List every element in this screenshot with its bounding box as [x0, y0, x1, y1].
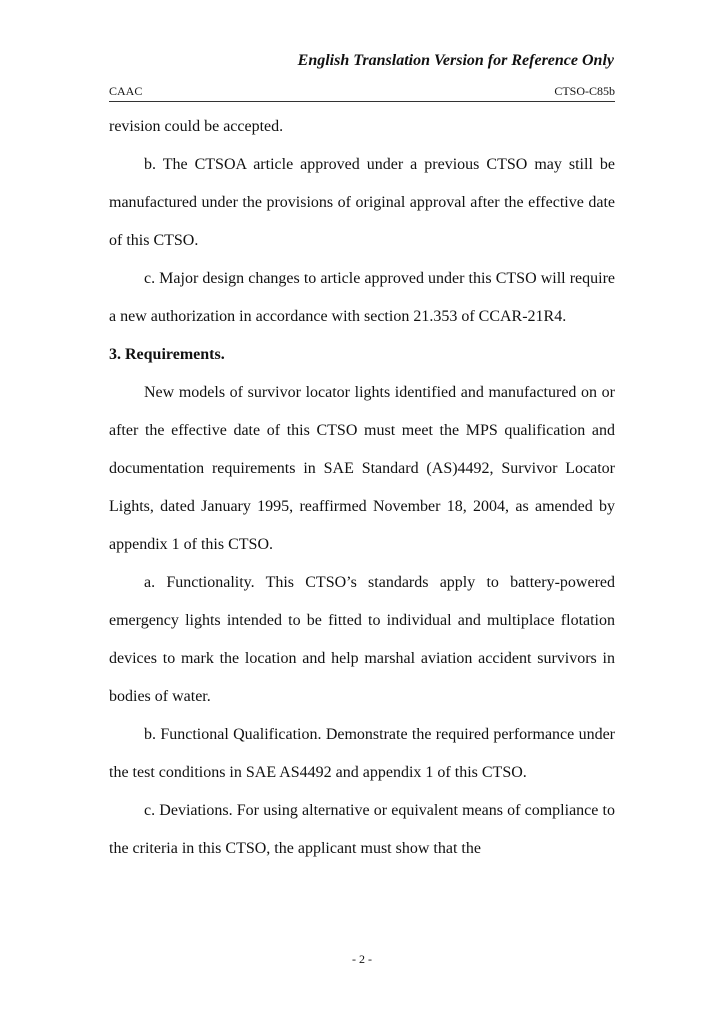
paragraph-item-b: b. The CTSOA article approved under a previous CTSO may still be manufactured under the provisions of original approval after the effective date of this CTSO. — [109, 156, 615, 249]
paragraph-item-c: c. Major design changes to article approved under this CTSO will require a new authorization in accordance with section 21.353 of CCAR-21R4. — [109, 270, 615, 325]
section-heading-requirements: 3. Requirements. — [109, 346, 225, 363]
paragraph-functional-qualification: b. Functional Qualification. Demonstrate the required performance under the test conditions in SAE AS4492 and appendix 1 of this CTSO. — [109, 726, 615, 781]
paragraph-requirements-intro: New models of survivor locator lights identified and manufactured on or after the effective date of this CTSO must meet the MPS qualification and documentation requirements in SAE Standard (AS)4492, Survivor Locator Lights, dated January 1995, reaffirmed November 18, 2004, as amended by appendix 1 of this CTSO. — [109, 384, 615, 553]
paragraph-functionality: a. Functionality. This CTSO’s standards apply to battery-powered emergency lights intended to be fitted to individual and multiplace flotation devices to mark the location and help marshal aviation accident survivors in bodies of water. — [109, 574, 615, 705]
header-organization: CAAC — [109, 84, 143, 98]
running-header — [109, 84, 615, 102]
document-body — [109, 108, 615, 868]
paragraph-continuation: revision could be accepted. — [109, 118, 284, 135]
page-number: - 2 - — [352, 952, 372, 966]
header-document-id: CTSO-C85b — [554, 84, 615, 98]
document-banner: English Translation Version for Reference Only — [297, 52, 614, 69]
paragraph-deviations: c. Deviations. For using alternative or equivalent means of compliance to the criteria in this CTSO, the applicant must show that the — [109, 802, 615, 857]
